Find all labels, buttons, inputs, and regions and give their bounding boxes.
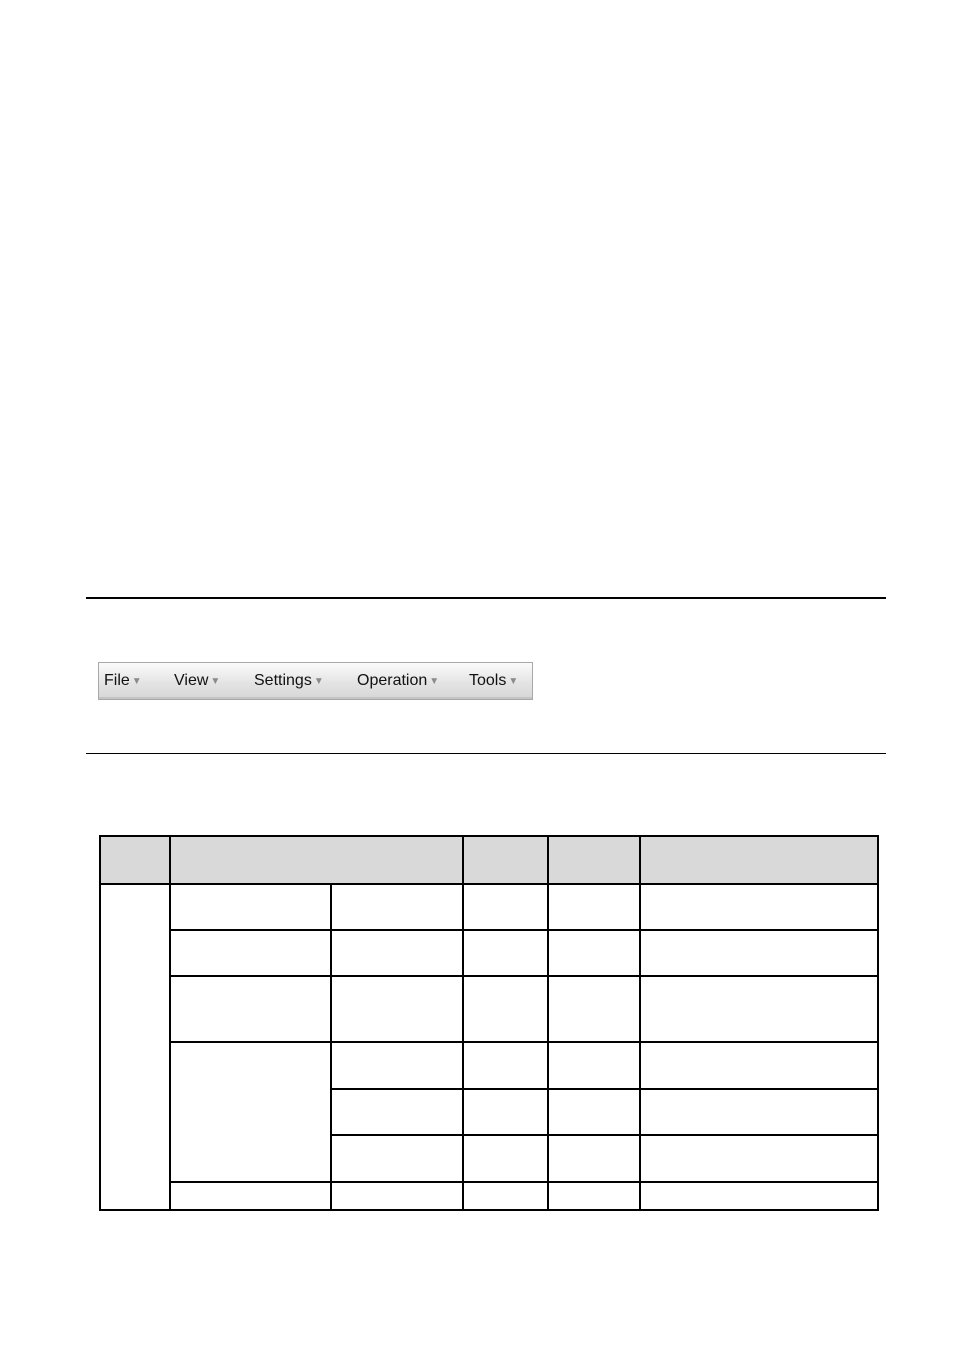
menu-tools[interactable]	[469, 671, 518, 691]
menu-settings[interactable]	[254, 671, 324, 691]
table-cell	[332, 1043, 462, 1088]
table-header-cell	[641, 837, 877, 883]
table-cell	[549, 1043, 639, 1088]
table-header-cell	[549, 837, 639, 883]
table-cell	[549, 885, 639, 929]
menu-bar	[98, 662, 533, 700]
table-cell	[332, 885, 462, 929]
table-cell	[549, 1136, 639, 1181]
table-cell	[641, 885, 877, 929]
table-cell	[332, 1136, 462, 1181]
table-cell	[171, 1183, 330, 1209]
menu-settings-label: Settings	[254, 672, 312, 689]
table-cell	[641, 1136, 877, 1181]
table-cell	[549, 1090, 639, 1134]
table-cell	[464, 1183, 547, 1209]
table-cell	[549, 977, 639, 1041]
chevron-down-icon: ▼	[313, 675, 324, 687]
table-cell	[332, 977, 462, 1041]
table-cell	[464, 931, 547, 975]
horizontal-rule-top	[86, 597, 886, 599]
chevron-down-icon: ▼	[508, 675, 519, 687]
table-cell	[332, 931, 462, 975]
table-cell	[464, 885, 547, 929]
horizontal-rule-bottom	[86, 753, 886, 754]
table-cell	[171, 977, 330, 1041]
table-cell	[549, 931, 639, 975]
table-cell	[171, 885, 330, 929]
chevron-down-icon: ▼	[429, 675, 440, 687]
menu-view-label: View	[174, 672, 209, 689]
table-cell	[171, 931, 330, 975]
table-cell	[464, 1136, 547, 1181]
menu-file-label: File	[104, 672, 130, 689]
table-cell	[464, 1043, 547, 1088]
table-cell	[101, 885, 169, 1209]
table-cell	[332, 1183, 462, 1209]
table-cell	[464, 1090, 547, 1134]
menu-tools-label: Tools	[469, 672, 507, 689]
menu-file[interactable]	[104, 671, 142, 691]
table-cell	[641, 1183, 877, 1209]
menu-table	[99, 835, 879, 1211]
table-cell	[641, 977, 877, 1041]
table-cell	[549, 1183, 639, 1209]
table-header-cell	[101, 837, 169, 883]
chevron-down-icon: ▼	[210, 675, 221, 687]
table-cell	[171, 1043, 330, 1181]
table-header-cell	[464, 837, 547, 883]
table-header-cell	[171, 837, 462, 883]
table-cell	[641, 1090, 877, 1134]
menu-view[interactable]	[174, 671, 220, 691]
table-cell	[641, 931, 877, 975]
table-cell	[332, 1090, 462, 1134]
menu-operation-label: Operation	[357, 672, 428, 689]
table-cell	[464, 977, 547, 1041]
table-cell	[641, 1043, 877, 1088]
chevron-down-icon: ▼	[131, 675, 142, 687]
menu-operation[interactable]	[357, 671, 439, 691]
